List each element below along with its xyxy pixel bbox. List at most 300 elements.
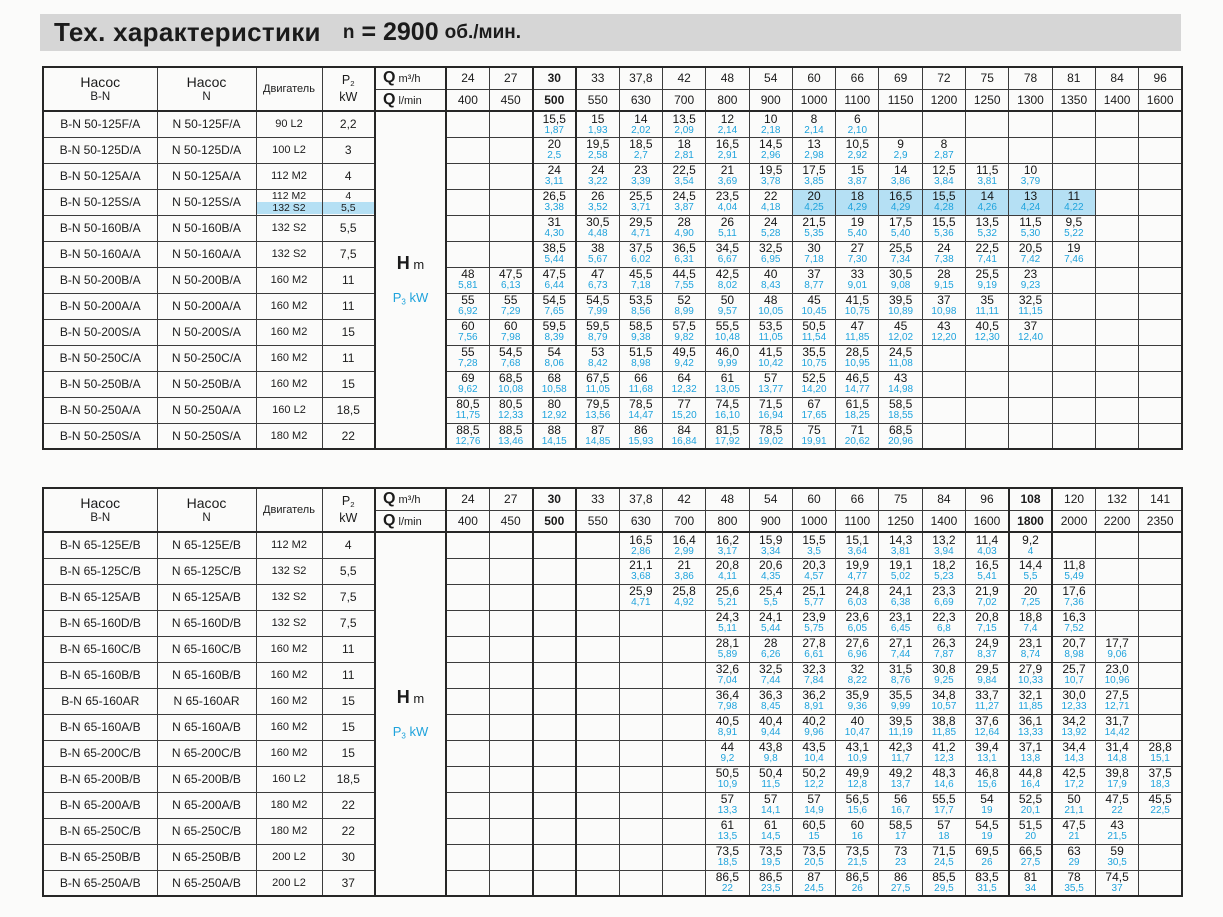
h-p3-cell <box>662 293 705 319</box>
p3-value: 10,42 <box>758 358 784 370</box>
head-value: 40,5 <box>715 714 740 729</box>
head-value: 53 <box>591 345 605 360</box>
h-p3-cell <box>1009 241 1052 267</box>
h-p3-cell <box>879 371 922 397</box>
head-value: 69 <box>461 371 475 386</box>
table-row <box>43 241 1182 267</box>
h-p3-cell <box>446 662 489 688</box>
h-p3-cell <box>489 558 532 584</box>
motor-cell: 160 L2 <box>256 397 322 423</box>
h-p3-cell <box>619 189 662 215</box>
q-m3h-header-unit: m³/h <box>395 73 421 86</box>
motor-header: Двигатель <box>256 488 322 532</box>
p3-value: 8,45 <box>760 701 781 713</box>
p3-value: 9,08 <box>890 280 911 292</box>
head-value: 43 <box>937 319 951 334</box>
h-p3-cell <box>966 610 1009 636</box>
head-value: 71,5 <box>932 844 956 859</box>
p3-value: 18,3 <box>1150 779 1170 791</box>
h-p3-cell <box>662 662 705 688</box>
head-value: 69,5 <box>975 844 999 859</box>
h-p3-cell <box>489 662 532 688</box>
table-row <box>43 137 1182 163</box>
h-p3-cell <box>1095 215 1138 241</box>
p3-value: 2,02 <box>631 124 651 136</box>
h-p3-cell <box>1095 636 1138 662</box>
pump-n-cell: N 65-200A/B <box>157 792 256 818</box>
h-p3-cell <box>1009 532 1052 558</box>
p3-value: 12,02 <box>888 332 914 344</box>
p3-value: 30,5 <box>1107 857 1127 869</box>
table-row <box>43 163 1182 189</box>
p3-value: 8,37 <box>977 649 997 661</box>
head-value: 37 <box>1023 319 1038 334</box>
h-p3-cell <box>749 818 792 844</box>
table-row <box>43 636 1182 662</box>
h-p3-cell <box>1139 870 1182 896</box>
p3-value: 10,33 <box>1017 675 1044 687</box>
flow-col-m3h: 33 <box>576 488 619 510</box>
p2-cell: 11 <box>322 345 375 371</box>
h-p3-cell <box>489 532 532 558</box>
p3-value: 2,81 <box>674 150 694 162</box>
h-p3-cell <box>662 319 705 345</box>
page-title-bar <box>40 14 1181 51</box>
head-value: 24,9 <box>975 636 999 651</box>
flow-col-m3h: 37,8 <box>619 67 662 89</box>
p3-value: 8,98 <box>631 358 651 370</box>
p3-value: 3,79 <box>1020 176 1041 188</box>
h-p3-cell <box>966 137 1009 163</box>
h-p3-cell <box>749 870 792 896</box>
h-p3-cell <box>749 844 792 870</box>
p2-header <box>322 488 375 532</box>
head-value: 48 <box>764 293 778 308</box>
pump-bn-cell: B-N 65-250B/B <box>43 844 157 870</box>
h-p3-cell <box>879 844 922 870</box>
p3-value: 9,82 <box>674 332 694 344</box>
h-p3-cell <box>922 345 965 371</box>
pump-n-cell: N 65-200B/B <box>157 766 256 792</box>
p3-value: 4,35 <box>760 571 781 583</box>
head-value: 54,5 <box>586 293 610 308</box>
head-value: 40,2 <box>802 714 826 729</box>
head-value: 40,4 <box>759 714 783 729</box>
pump-bn-cell: B-N 65-125E/B <box>43 532 157 558</box>
head-value: 49,5 <box>672 345 696 360</box>
p2-cell: 7,5 <box>322 241 375 267</box>
h-p3-cell <box>1052 610 1095 636</box>
head-value: 50,4 <box>759 766 783 781</box>
p3-value: 8,99 <box>674 306 694 318</box>
p3-value: 2,87 <box>934 150 954 162</box>
head-value: 37 <box>937 293 951 308</box>
p2-cell: 22 <box>322 792 375 818</box>
h-p3-cell <box>706 267 749 293</box>
flow-col-lmin: 2200 <box>1095 510 1138 532</box>
h-p3-cell <box>1052 636 1095 662</box>
head-value: 14,3 <box>888 532 913 547</box>
h-p3-cell <box>489 818 532 844</box>
head-value: 54 <box>547 345 561 360</box>
h-p3-cell <box>706 345 749 371</box>
flow-col-m3h: 60 <box>792 67 835 89</box>
pump-bn-header-sub: B-N <box>90 91 111 103</box>
flow-col-m3h: 48 <box>706 67 749 89</box>
p3-value: 10,57 <box>931 701 957 713</box>
pump-n-cell: N 65-160D/B <box>157 610 256 636</box>
h-p3-cell <box>619 662 662 688</box>
p3-value: 7,25 <box>1020 597 1041 609</box>
head-value: 27,8 <box>802 636 826 651</box>
p3-value: 5,49 <box>1064 571 1084 583</box>
p3-value: 7,84 <box>804 675 824 687</box>
h-p3-cell <box>879 111 922 137</box>
h-p3-cell <box>922 241 965 267</box>
head-value: 9,5 <box>1065 215 1083 230</box>
head-value: 23,1 <box>888 610 913 625</box>
h-p3-cell <box>1139 688 1182 714</box>
head-value: 9,2 <box>1022 532 1039 547</box>
p3-value: 5,75 <box>804 623 824 635</box>
p2-symbol: P2 <box>341 494 355 510</box>
h-p3-cell <box>576 558 619 584</box>
p3-value: 5,44 <box>760 623 781 635</box>
head-value: 21,5 <box>802 215 826 230</box>
p2-cell: 7,5 <box>322 610 375 636</box>
p3-value: 5,81 <box>458 280 478 292</box>
p3-value: 10,75 <box>801 358 827 370</box>
head-value: 10 <box>1023 163 1038 178</box>
p3-value: 7,44 <box>890 649 911 661</box>
p3-value: 12,33 <box>498 410 524 422</box>
p3-value: 21,5 <box>1107 831 1127 843</box>
h-p3-cell <box>1052 397 1095 423</box>
p3-value: 16 <box>851 831 863 843</box>
h-p3-cell <box>706 319 749 345</box>
h-p3-cell <box>576 844 619 870</box>
h-p3-cell <box>749 636 792 662</box>
p3-value: 10,45 <box>801 306 827 318</box>
h-p3-cell <box>1009 688 1052 714</box>
flow-col-m3h: 33 <box>576 67 619 89</box>
h-p3-cell <box>1009 714 1052 740</box>
head-value: 24 <box>591 163 605 178</box>
flow-col-lmin: 450 <box>489 89 532 111</box>
h-p3-cell <box>619 163 662 189</box>
p3-value: 6,61 <box>804 649 824 661</box>
flow-col-m3h: 30 <box>533 488 576 510</box>
h-p3-cell <box>446 792 489 818</box>
p3-value: 12,64 <box>974 727 1000 739</box>
motor-option-1: 112 M2 <box>271 190 307 202</box>
head-value: 50,2 <box>802 766 826 781</box>
h-p3-cell <box>1052 319 1095 345</box>
p3-value: 11,15 <box>1018 306 1043 318</box>
head-value: 28 <box>677 215 691 230</box>
h-p3-cell <box>792 740 835 766</box>
pump-bn-cell: B-N 65-125C/B <box>43 558 157 584</box>
flow-col-m3h: 132 <box>1095 488 1138 510</box>
h-p3-cell <box>619 293 662 319</box>
head-value: 20,8 <box>715 558 740 573</box>
head-value: 40 <box>850 714 864 729</box>
head-value: 74,5 <box>715 397 740 412</box>
h-p3-cell <box>922 215 965 241</box>
p3-value: 3,87 <box>674 202 694 214</box>
p3-value: 3,86 <box>890 176 911 188</box>
q-symbol: Q <box>383 69 396 87</box>
q-m3h-header <box>375 488 446 510</box>
h-p3-cell <box>619 636 662 662</box>
p3-value: 2,09 <box>674 124 694 136</box>
head-value: 85,5 <box>932 870 956 884</box>
h-p3-cell <box>749 137 792 163</box>
p3-value: 8,76 <box>890 675 911 687</box>
pump-n-cell: N 65-125E/B <box>157 532 256 558</box>
p3-value: 9,19 <box>977 280 997 292</box>
head-value: 22,5 <box>975 241 999 256</box>
head-value: 21,9 <box>975 584 999 599</box>
p3-value: 3,86 <box>674 571 694 583</box>
head-value: 39,8 <box>1105 766 1129 781</box>
h-p3-cell <box>1052 584 1095 610</box>
head-value: 14 <box>980 189 994 204</box>
h-p3-cell <box>706 111 749 137</box>
h-p3-cell <box>879 766 922 792</box>
h-p3-cell <box>1052 189 1095 215</box>
head-value: 16,2 <box>715 532 740 547</box>
p3-value: 5,36 <box>934 228 954 240</box>
h-p3-cell <box>1095 584 1138 610</box>
h-p3-cell <box>446 423 489 449</box>
p3-value: 7,15 <box>977 623 997 635</box>
head-value: 47,5 <box>1105 792 1129 807</box>
head-value: 27,5 <box>1105 688 1129 703</box>
motor-cell: 200 L2 <box>256 844 322 870</box>
pump-n-cell: N 50-200B/A <box>157 267 256 293</box>
p3-value: 14,20 <box>801 384 827 396</box>
head-value: 30,0 <box>1062 688 1086 703</box>
flow-col-m3h: 54 <box>749 67 792 89</box>
p3-value: 10,48 <box>714 332 740 344</box>
p3-value: 9,2 <box>720 753 735 765</box>
p3-value: 22,5 <box>1150 805 1170 817</box>
h-p3-cell <box>1095 792 1138 818</box>
h-p3-cell <box>576 584 619 610</box>
p3-value: 9,96 <box>804 727 824 739</box>
h-p3-cell <box>446 688 489 714</box>
h-p3-cell <box>966 371 1009 397</box>
head-value: 68,5 <box>888 423 913 437</box>
head-value: 37,5 <box>629 241 653 256</box>
h-p3-cell <box>749 792 792 818</box>
head-value: 39,4 <box>975 740 999 755</box>
p3-value: 10,9 <box>847 753 868 765</box>
head-value: 36,5 <box>672 241 696 256</box>
p3-value: 1,87 <box>544 124 564 136</box>
h-p3-cell <box>836 636 879 662</box>
h-p3-cell <box>792 215 835 241</box>
flow-col-m3h: 96 <box>1139 67 1182 89</box>
p3-value: 23,5 <box>760 883 781 894</box>
head-value: 63 <box>1067 844 1081 859</box>
p3-value: 2,92 <box>847 150 868 162</box>
h-p3-cell <box>1009 792 1052 818</box>
h-p3-cell <box>836 584 879 610</box>
p3-value: 18,5 <box>717 857 738 869</box>
head-value: 84 <box>677 423 691 437</box>
head-value: 47 <box>850 319 864 334</box>
p3-value: 12,20 <box>931 332 957 344</box>
h-p3-cell <box>1009 397 1052 423</box>
p3-value: 4,22 <box>1064 202 1084 214</box>
h-p3-cell <box>576 241 619 267</box>
p3-value: 6,31 <box>674 254 694 266</box>
h-p3-cell <box>966 662 1009 688</box>
motor-cell: 160 M2 <box>256 740 322 766</box>
pump-n-cell: N 65-200C/B <box>157 740 256 766</box>
head-value: 47 <box>591 267 605 282</box>
h-p3-cell <box>1009 636 1052 662</box>
flow-col-m3h: 37,8 <box>619 488 662 510</box>
h-p3-cell <box>489 241 532 267</box>
p3-value: 6,95 <box>760 254 781 266</box>
head-value: 25,9 <box>629 584 653 599</box>
h-p3-cell <box>706 371 749 397</box>
head-value: 27 <box>850 241 864 256</box>
head-value: 55 <box>504 293 518 308</box>
head-value: 13,5 <box>672 111 696 126</box>
p3-value: 7,98 <box>500 332 521 344</box>
p3-value: 13,77 <box>758 384 784 396</box>
p3-value: 5,89 <box>717 649 738 661</box>
p3-value: 8,02 <box>717 280 738 292</box>
head-value: 60 <box>850 818 864 833</box>
motor-cell: 160 M2 <box>256 319 322 345</box>
h-p3-cell <box>489 111 532 137</box>
h-p3-cell <box>706 792 749 818</box>
p3-value: 14,47 <box>628 410 654 422</box>
h-p3-cell <box>792 792 835 818</box>
pump-n-cell: N 50-200A/A <box>157 293 256 319</box>
head-value: 22 <box>764 189 778 204</box>
table-row <box>43 532 1182 558</box>
flow-col-lmin: 1600 <box>1139 89 1182 111</box>
p3-value: 11,85 <box>1018 701 1043 713</box>
p3-value: 6,73 <box>588 280 608 292</box>
h-p3-cell <box>533 189 576 215</box>
h-p3-cell <box>489 636 532 662</box>
h-p3-cell <box>879 241 922 267</box>
p3-value: 3,34 <box>760 545 781 557</box>
head-value: 28,5 <box>845 345 869 360</box>
head-value: 11,5 <box>975 163 999 178</box>
flow-col-lmin: 2000 <box>1052 510 1095 532</box>
head-value: 50 <box>720 293 735 308</box>
h-p3-cell <box>879 714 922 740</box>
head-value: 58,5 <box>888 818 913 833</box>
head-value: 49,2 <box>888 766 913 781</box>
flow-col-m3h: 27 <box>489 488 532 510</box>
head-value: 11,4 <box>975 532 999 547</box>
head-value: 61,5 <box>845 397 869 412</box>
h-p3-cell <box>533 137 576 163</box>
h-p3-cell <box>662 215 705 241</box>
p3-value: 5,22 <box>1064 228 1084 240</box>
head-value: 34,5 <box>715 241 740 256</box>
h-p3-cell <box>749 319 792 345</box>
p3-value: 3,5 <box>807 545 821 557</box>
h-p3-cell <box>446 584 489 610</box>
h-p3-cell <box>576 371 619 397</box>
head-value: 19 <box>850 215 864 230</box>
p3-value: 9,84 <box>977 675 997 687</box>
head-value: 31,5 <box>888 662 913 677</box>
head-value: 29,5 <box>975 662 999 677</box>
h-p3-cell <box>1009 163 1052 189</box>
p3-value: 7,18 <box>631 280 651 292</box>
motor-cell: 90 L2 <box>256 111 322 137</box>
flow-col-lmin: 1300 <box>1009 89 1052 111</box>
h-p3-cell <box>879 558 922 584</box>
head-value: 59 <box>1110 844 1124 859</box>
head-value: 23,0 <box>1105 662 1129 677</box>
h-p3-cell <box>533 293 576 319</box>
p2-option-2: 5,5 <box>323 202 375 214</box>
h-p3-cell <box>1009 137 1052 163</box>
p3-value: 13,05 <box>714 384 740 396</box>
head-value: 33,7 <box>975 688 999 703</box>
p2-cell: 15 <box>322 371 375 397</box>
p3-value: 3,69 <box>717 176 738 188</box>
head-value: 35,9 <box>845 688 869 703</box>
h-p3-cell <box>1052 293 1095 319</box>
p3-value: 16,10 <box>714 410 740 422</box>
head-value: 66,5 <box>1018 844 1043 859</box>
h-p3-cell <box>922 636 965 662</box>
h-p3-cell <box>792 844 835 870</box>
head-value: 14 <box>893 163 908 178</box>
h-p3-cell <box>1139 319 1182 345</box>
h-p3-cell <box>749 740 792 766</box>
p3-value: 10,4 <box>804 753 824 765</box>
head-value: 57 <box>937 818 951 833</box>
p3-value: 3,78 <box>760 176 781 188</box>
flow-col-lmin: 800 <box>706 89 749 111</box>
p3-value: 6,8 <box>936 623 951 635</box>
pump-n-header <box>157 488 256 532</box>
p3-value: 6,67 <box>717 254 738 266</box>
h-p3-cell <box>489 740 532 766</box>
p3-value: 5,5 <box>763 597 778 609</box>
head-value: 66 <box>634 371 648 386</box>
pump-n-cell: N 50-125F/A <box>157 111 256 137</box>
h-p3-cell <box>1139 137 1182 163</box>
h-p3-cell <box>1095 293 1138 319</box>
p3-value: 27,5 <box>1020 857 1041 869</box>
h-p3-cell <box>749 532 792 558</box>
h-p3-cell <box>533 870 576 896</box>
h-p3-cell <box>966 189 1009 215</box>
p3-value: 21 <box>1068 831 1080 843</box>
h-p3-cell <box>792 267 835 293</box>
p3-value: 3,39 <box>631 176 651 188</box>
h-p3-cell <box>576 636 619 662</box>
head-value: 68,5 <box>499 371 523 386</box>
pump-bn-cell: B-N 50-125D/A <box>43 137 157 163</box>
p3-value: 6,44 <box>544 280 564 292</box>
